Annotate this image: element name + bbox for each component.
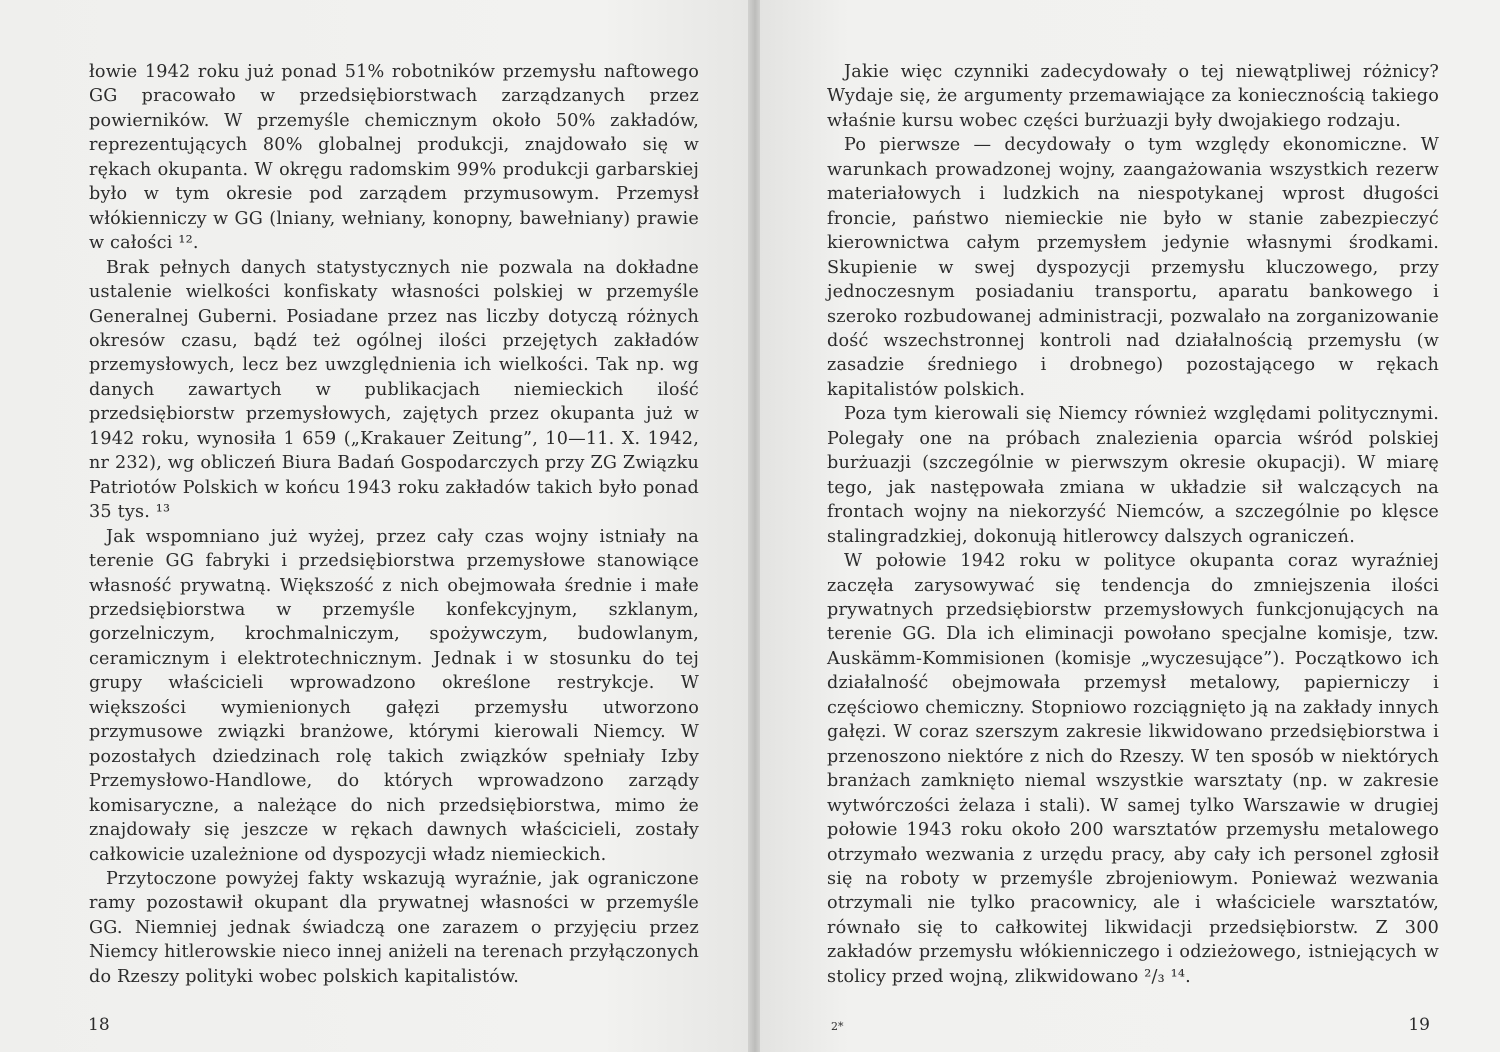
signature-mark: 2* xyxy=(831,1020,844,1033)
paragraph: Przytoczone powyżej fakty wskazują wyraźnie, jak ograniczone ramy pozostawił okupant dla prywatnej własności w przemyśle GG. Niemniej jednak świadczą one zarazem o przyjęciu przez Niemcy hitlerowskie nieco innej aniżeli na terenach przyłączonych do Rzeszy polityki wobec polskich kapitalistów. xyxy=(89,868,699,987)
right-page-text xyxy=(827,60,1439,989)
paragraph: Brak pełnych danych statystycznych nie pozwala na dokładne ustalenie wielkości konfiskaty własności polskiej w przemyśle Generalnej Guberni. Posiadane przez nas liczby dotyczą różnych okresów czasu, bądź też ogólnej ilości przejętych zakładów przemysłowych, lecz bez uwzględnienia ich wielkości. Tak np. wg danych zawartych w publikacjach niemieckich ilość przedsiębiorstw przemysłowych, zajętych przez okupanta już w 1942 roku, wynosiła 1 659 („Krakauer Zeitung”, 10—11. X. 1942, nr 232), wg obliczeń Biura Badań Gospodarczych przy ZG Związku Patriotów Polskich w końcu 1943 roku zakładów takich było ponad 35 tys. ¹³ xyxy=(89,257,699,523)
paragraph: Poza tym kierowali się Niemcy również względami politycznymi. Polegały one na próbach znalezienia oparcia wśród polskiej burżuazji (szczególnie w pierwszym okresie okupacji). W miarę tego, jak następowała zmiana w układzie sił walczących na frontach wojny na niekorzyść Niemców, a szczególnie po klęsce stalingradzkiej, dokonują hitlerowcy dalszych ograniczeń. xyxy=(827,404,1439,547)
paragraph: Jak wspomniano już wyżej, przez cały czas wojny istniały na terenie GG fabryki i przedsiębiorstwa przemysłowe stanowiące własność prywatną. Większość z nich obejmowała średnie i małe przedsiębiorstwa w przemyśle konfekcyjnym, szklanym, gorzelniczym, krochmalniczym, spożywczym, budowlanym, ceramicznym i elektrotechnicznym. Jednak i w stosunku do tej grupy właścicieli wprowadzono określone restrykcje. W większości wymienionych gałęzi przemysłu utworzono przymusowe związki branżowe, którymi kierowali Niemcy. W pozostałych dziedzinach rolę takich związków spełniały Izby Przemysłowo-Handlowe, do których wprowadzono zarządy komisaryczne, a należące do nich przedsiębiorstwa, mimo że znajdowały się jeszcze w rękach dawnych właścicieli, zostały całkowicie uzależnione od dyspozycji władz niemieckich. xyxy=(89,526,699,865)
page-number-left: 18 xyxy=(88,1015,110,1035)
paragraph: Po pierwsze — decydowały o tym względy ekonomiczne. W warunkach prowadzonej wojny, zaangażowania wszystkich rezerw materiałowych i ludzkich na niespotykanej wprost długości froncie, państwo niemieckie nie było w stanie zabezpieczyć kierownictwa całym przemysłem jedynie własnymi środkami. Skupienie w swej dyspozycji przemysłu kluczowego, przy jednoczesnym posiadaniu transportu, aparatu bankowego i szeroko rozbudowanej administracji, pozwalało na zorganizowanie dość wszechstronnej kontroli nad działalnością przemysłu (w zasadzie średniego i drobnego) pozostającego w rękach kapitalistów polskich. xyxy=(827,135,1439,400)
paragraph: W połowie 1942 roku w polityce okupanta coraz wyraźniej zaczęła zarysowywać się tendencja do zmniejszenia ilości prywatnych przedsiębiorstw przemysłowych funkcjonujących na terenie GG. Dla ich eliminacji powołano specjalne komisje, tzw. Auskämm-Kommisionen (komisje „wyczesujące”). Początkowo ich działalność obejmowała przemysł metalowy, papierniczy i częściowo chemiczny. Stopniowo rozciągnięto ją na zakłady innych gałęzi. W coraz szerszym zakresie likwidowano przedsiębiorstwa i przenoszono niektóre z nich do Rzeszy. W ten sposób w niektórych branżach zamknięto niemal wszystkie warsztaty (np. w zakresie wytwórczości żelaza i stali). W samej tylko Warszawie w drugiej połowie 1943 roku około 200 warsztatów przemysłu metalowego otrzymało wezwania z urzędu pracy, aby cały ich personel zgłosił się na roboty w przemyśle zbrojeniowym. Ponieważ wezwania otrzymali nie tylko pracownicy, ale i właściciele warsztatów, równało się to całkowitej likwidacji przedsiębiorstw. Z 300 zakładów przemysłu włókienniczego i odzieżowego, istniejących w stolicy przed wojną, zlikwidowano ²/₃ ¹⁴. xyxy=(827,551,1439,987)
left-page-text xyxy=(89,60,699,989)
right-page xyxy=(760,0,1500,1052)
paragraph: Jakie więc czynniki zadecydowały o tej niewątpliwej różnicy? Wydaje się, że argumenty przemawiające za koniecznością takiego właśnie kursu wobec części burżuazji były dwojakiego rodzaju. xyxy=(827,62,1439,131)
paragraph: łowie 1942 roku już ponad 51% robotników przemysłu naftowego GG pracowało w przedsiębiorstwach zarządzanych przez powierników. W przemyśle chemicznym około 50% zakładów, reprezentujących 80% globalnej produkcji, znajdowało się w rękach okupanta. W okręgu radomskim 99% produkcji garbarskiej było w tym okresie pod zarządem przymusowym. Przemysł włókienniczy w GG (lniany, wełniany, konopny, bawełniany) prawie w całości ¹². xyxy=(89,62,699,254)
page-number-right: 19 xyxy=(1408,1015,1430,1035)
